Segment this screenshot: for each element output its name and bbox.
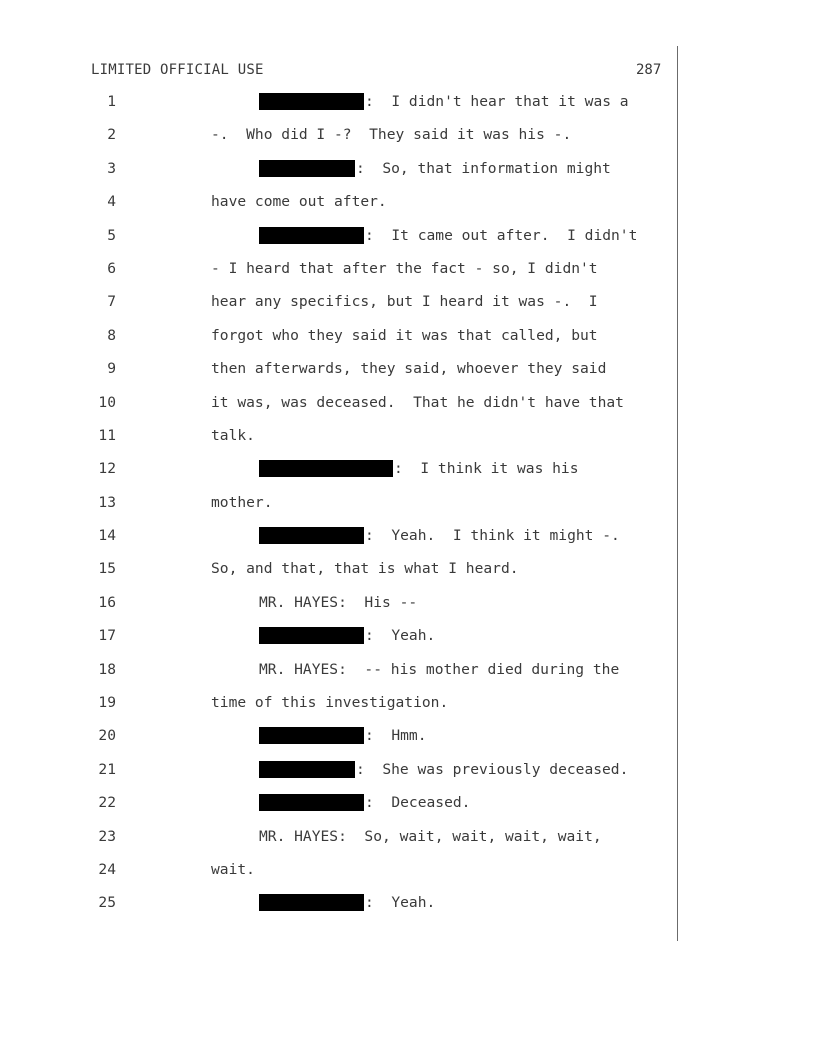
line-content [259, 727, 427, 744]
transcript-line [0, 727, 816, 760]
transcript-line [0, 861, 816, 894]
transcript-line [0, 761, 816, 794]
line-content [211, 494, 273, 511]
redaction-block [259, 894, 364, 911]
line-text: : I think it was his [394, 460, 579, 478]
line-content [211, 560, 519, 577]
transcript-line [0, 327, 816, 360]
line-number: 15 [98, 560, 116, 578]
transcript-line [0, 594, 816, 627]
transcript-line [0, 460, 816, 493]
line-content [211, 193, 387, 210]
line-number: 5 [107, 226, 116, 244]
redaction-block [259, 794, 364, 811]
line-content [259, 661, 619, 678]
line-number: 9 [107, 360, 116, 378]
line-number: 21 [98, 760, 116, 778]
line-text: - I heard that after the fact - so, I didn't [211, 259, 598, 277]
line-text: MR. HAYES: -- his mother died during the [259, 660, 620, 678]
line-number: 7 [107, 293, 116, 311]
line-content [211, 427, 255, 444]
line-number: 19 [98, 694, 116, 712]
transcript-line [0, 794, 816, 827]
redaction-block [259, 527, 364, 544]
line-content [259, 761, 628, 778]
line-number: 17 [98, 627, 116, 645]
redaction-block [259, 627, 364, 644]
line-content [259, 227, 637, 244]
line-number: 20 [98, 727, 116, 745]
line-number: 11 [98, 426, 116, 444]
transcript-line [0, 661, 816, 694]
line-text: So, and that, that is what I heard. [211, 560, 519, 578]
line-content [259, 894, 435, 911]
line-content [259, 460, 579, 477]
line-text: : Yeah. [365, 894, 436, 912]
transcript-lines [0, 93, 816, 928]
transcript-line [0, 360, 816, 393]
redaction-block [259, 227, 364, 244]
line-content [259, 93, 629, 110]
redaction-block [259, 761, 355, 778]
redaction-block [259, 727, 364, 744]
line-number: 22 [98, 794, 116, 812]
line-number: 1 [107, 93, 116, 110]
line-content [259, 828, 602, 845]
transcript-line [0, 293, 816, 326]
line-text: forgot who they said it was that called, but [211, 326, 598, 344]
line-number: 8 [107, 326, 116, 344]
redaction-block [259, 460, 393, 477]
transcript-line [0, 894, 816, 927]
line-text: -. Who did I -? They said it was his -. [211, 126, 572, 144]
line-number: 16 [98, 593, 116, 611]
transcript-line [0, 427, 816, 460]
transcript-line [0, 227, 816, 260]
line-content [259, 160, 611, 177]
transcript-line [0, 828, 816, 861]
line-text: : Yeah. [365, 627, 436, 645]
transcript-line [0, 694, 816, 727]
line-text: : It came out after. I didn't [365, 226, 638, 244]
line-text: : Hmm. [365, 727, 427, 745]
line-text: : Deceased. [365, 794, 471, 812]
line-content [211, 360, 606, 377]
transcript-line [0, 560, 816, 593]
classification-marking: LIMITED OFFICIAL USE [91, 62, 264, 78]
line-text: mother. [211, 493, 273, 511]
redaction-block [259, 93, 364, 110]
line-number: 13 [98, 493, 116, 511]
line-content [211, 394, 624, 411]
line-content [211, 126, 571, 143]
line-content [259, 794, 470, 811]
line-text: : She was previously deceased. [356, 760, 629, 778]
line-content [211, 293, 598, 310]
transcript-line [0, 394, 816, 427]
line-text: talk. [211, 426, 255, 444]
transcript-line [0, 93, 816, 126]
transcript-line [0, 494, 816, 527]
line-number: 18 [98, 660, 116, 678]
line-text: : Yeah. I think it might -. [365, 527, 620, 545]
line-text: MR. HAYES: His -- [259, 593, 418, 611]
transcript-line [0, 260, 816, 293]
line-number: 23 [98, 827, 116, 845]
line-number: 3 [107, 159, 116, 177]
line-number: 4 [107, 193, 116, 211]
line-content [259, 627, 435, 644]
line-number: 6 [107, 259, 116, 277]
line-number: 24 [98, 860, 116, 878]
redaction-block [259, 160, 355, 177]
line-text: then afterwards, they said, whoever they said [211, 360, 607, 378]
line-number: 2 [107, 126, 116, 144]
line-text: MR. HAYES: So, wait, wait, wait, wait, [259, 827, 602, 845]
line-text: : So, that information might [356, 159, 611, 177]
line-text: it was, was deceased. That he didn't have that [211, 393, 624, 411]
line-content [211, 260, 598, 277]
line-text: hear any specifics, but I heard it was -. I [211, 293, 598, 311]
line-text: : I didn't hear that it was a [365, 93, 629, 110]
line-text: wait. [211, 860, 255, 878]
page-number: 287 [636, 62, 662, 78]
transcript-line [0, 126, 816, 159]
transcript-line [0, 527, 816, 560]
line-content [211, 327, 598, 344]
transcript-line [0, 193, 816, 226]
transcript-line [0, 627, 816, 660]
line-content [211, 861, 255, 878]
line-content [259, 527, 620, 544]
line-text: time of this investigation. [211, 694, 449, 712]
line-number: 14 [98, 527, 116, 545]
line-text: have come out after. [211, 193, 387, 211]
line-number: 25 [98, 894, 116, 912]
line-number: 12 [98, 460, 116, 478]
line-content [211, 694, 448, 711]
transcript-line [0, 160, 816, 193]
line-number: 10 [98, 393, 116, 411]
line-content [259, 594, 417, 611]
